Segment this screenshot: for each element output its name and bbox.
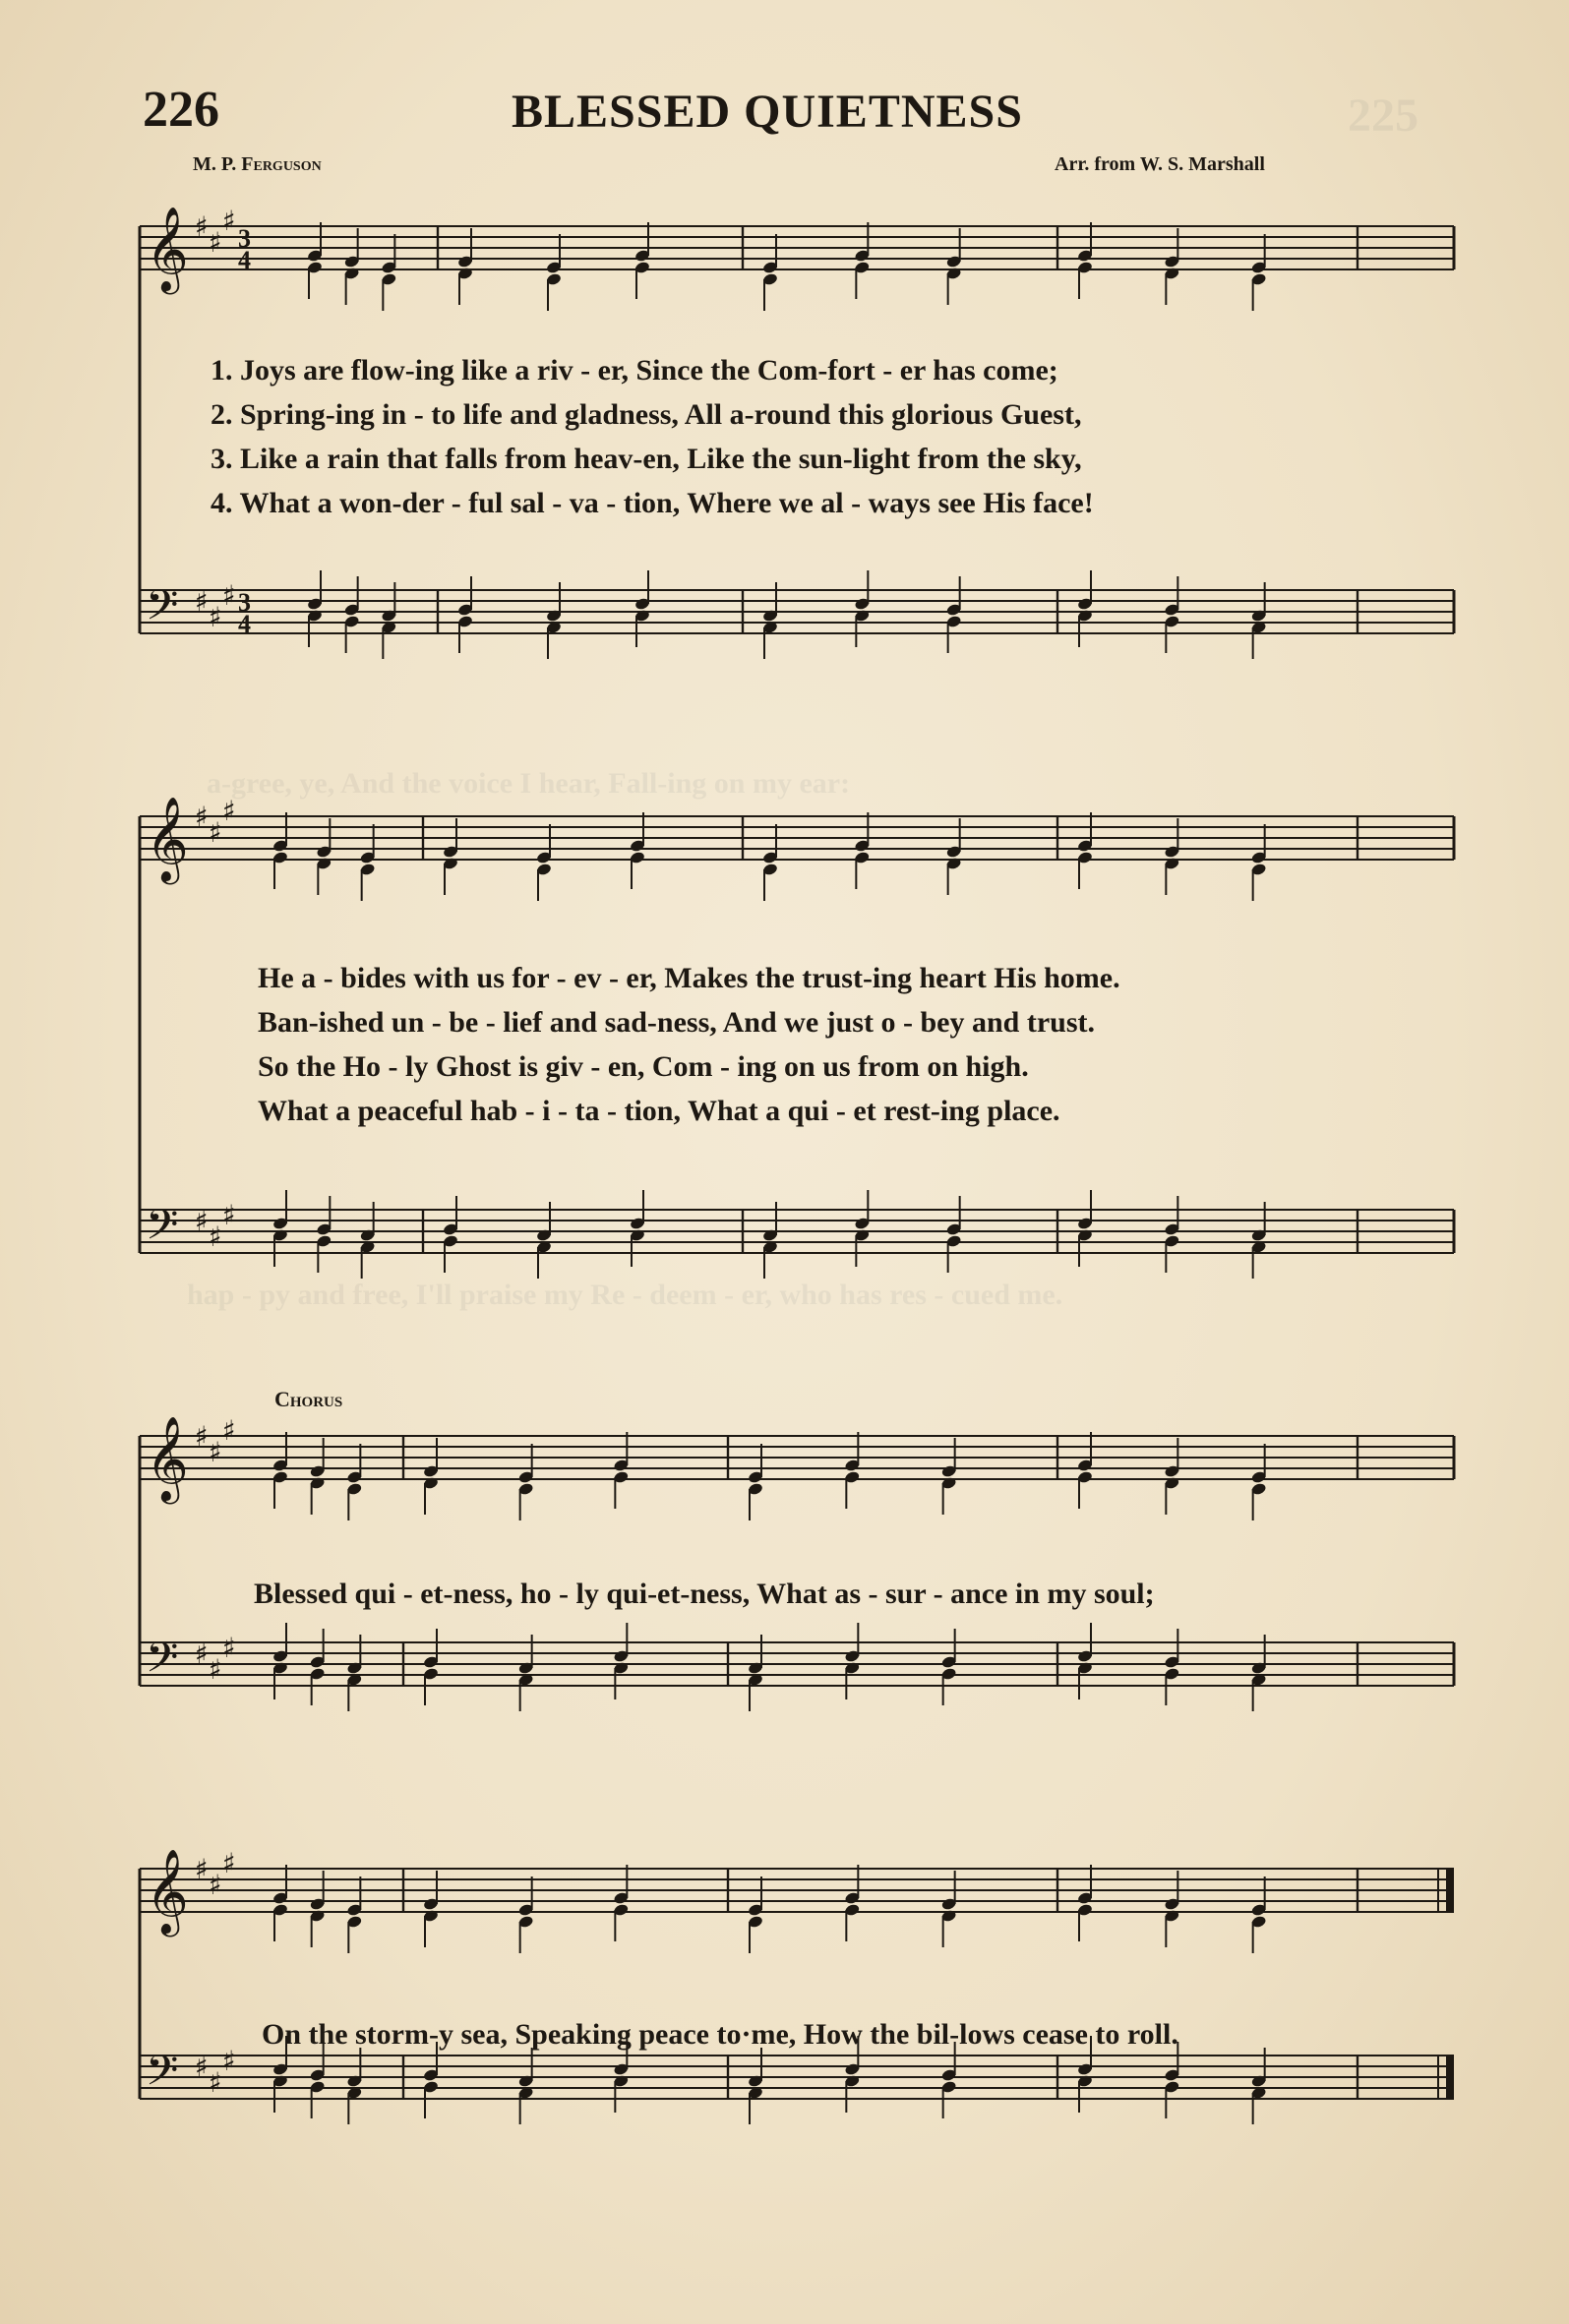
sharp-icon: ♯ bbox=[195, 1638, 209, 1670]
time-signature-bottom: 4 bbox=[238, 246, 251, 274]
treble-clef-icon: 𝄞 bbox=[146, 1416, 189, 1501]
verse-line: He a - bides with us for - ev - er, Makes the trust-ing heart His home. bbox=[258, 962, 1120, 994]
verse-line: So the Ho - ly Ghost is giv - en, Com - ing on us from on high. bbox=[258, 1050, 1029, 1083]
sharp-icon: ♯ bbox=[222, 1414, 236, 1447]
bleed-through-text: a-gree, ye, And the voice I hear, Fall-ing on my ear: bbox=[207, 767, 851, 800]
sharp-icon: ♯ bbox=[195, 1420, 209, 1453]
final-bar-line bbox=[1446, 1869, 1454, 1912]
sharp-icon: ♯ bbox=[209, 2066, 222, 2099]
treble-clef-icon: 𝄞 bbox=[146, 207, 189, 291]
sharp-icon: ♯ bbox=[195, 210, 209, 243]
bass-clef-icon: 𝄢 bbox=[146, 581, 179, 640]
sharp-icon: ♯ bbox=[209, 226, 222, 259]
sharp-icon: ♯ bbox=[195, 801, 209, 833]
bleed-through-text: hap - py and free, I'll praise my Re - deem - er, who has res - cued me. bbox=[187, 1279, 1063, 1311]
sharp-icon: ♯ bbox=[222, 579, 236, 612]
sharp-icon: ♯ bbox=[209, 1653, 222, 1686]
author-credit: M. P. Ferguson bbox=[193, 153, 322, 175]
treble-clef-icon: 𝄞 bbox=[146, 1849, 189, 1934]
verse-line: 3. Like a rain that falls from heav-en, Like the sun-light from the sky, bbox=[211, 443, 1082, 475]
treble-clef-icon: 𝄞 bbox=[146, 797, 189, 881]
verse-line: 1. Joys are flow-ing like a riv - er, Since the Com-fort - er has come; bbox=[211, 354, 1058, 387]
arranger-credit: Arr. from W. S. Marshall bbox=[1055, 153, 1265, 175]
chorus-line: Blessed qui - et-ness, ho - ly qui-et-ness, What as - sur - ance in my soul; bbox=[254, 1578, 1155, 1610]
sharp-icon: ♯ bbox=[222, 2045, 236, 2077]
sharp-icon: ♯ bbox=[195, 585, 209, 618]
hymn-number: 226 bbox=[143, 82, 219, 138]
verse-line: What a peaceful hab - i - ta - tion, What a qui - et rest-ing place. bbox=[258, 1095, 1060, 1127]
sharp-icon: ♯ bbox=[222, 795, 236, 827]
verse-line: 2. Spring-ing in - to life and gladness, All a-round this glorious Guest, bbox=[211, 398, 1082, 431]
sharp-icon: ♯ bbox=[222, 1632, 236, 1664]
sharp-icon: ♯ bbox=[209, 601, 222, 633]
bass-clef-icon: 𝄢 bbox=[146, 1201, 179, 1260]
verse-line: 4. What a won-der - ful sal - va - tion, Where we al - ways see His face! bbox=[211, 487, 1094, 519]
time-signature-bottom: 4 bbox=[238, 610, 251, 638]
sharp-icon: ♯ bbox=[222, 1199, 236, 1231]
music-system-2 bbox=[0, 787, 1569, 1298]
verse-line: Ban-ished un - be - lief and sad-ness, And we just o - bey and trust. bbox=[258, 1006, 1095, 1039]
chorus-label: Chorus bbox=[274, 1387, 343, 1411]
bass-clef-icon: 𝄢 bbox=[146, 2047, 179, 2106]
hymn-title: BLESSED QUIETNESS bbox=[512, 86, 1023, 138]
sharp-icon: ♯ bbox=[209, 1436, 222, 1468]
sharp-icon: ♯ bbox=[222, 205, 236, 237]
sharp-icon: ♯ bbox=[222, 1849, 236, 1879]
time-signature-top: 3 bbox=[238, 224, 251, 253]
sharp-icon: ♯ bbox=[209, 1221, 222, 1253]
bleed-through-number: 225 bbox=[1348, 89, 1418, 142]
sharp-icon: ♯ bbox=[195, 1853, 209, 1885]
chorus-line: On the storm-y sea, Speaking peace to·me, How the bil-lows cease to roll. bbox=[262, 2018, 1178, 2051]
sharp-icon: ♯ bbox=[209, 816, 222, 849]
time-signature-top: 3 bbox=[238, 588, 251, 617]
sharp-icon: ♯ bbox=[195, 1205, 209, 1237]
sharp-icon: ♯ bbox=[195, 2051, 209, 2083]
final-bar-line bbox=[1446, 2056, 1454, 2099]
sharp-icon: ♯ bbox=[209, 1869, 222, 1901]
bass-clef-icon: 𝄢 bbox=[146, 1634, 179, 1693]
